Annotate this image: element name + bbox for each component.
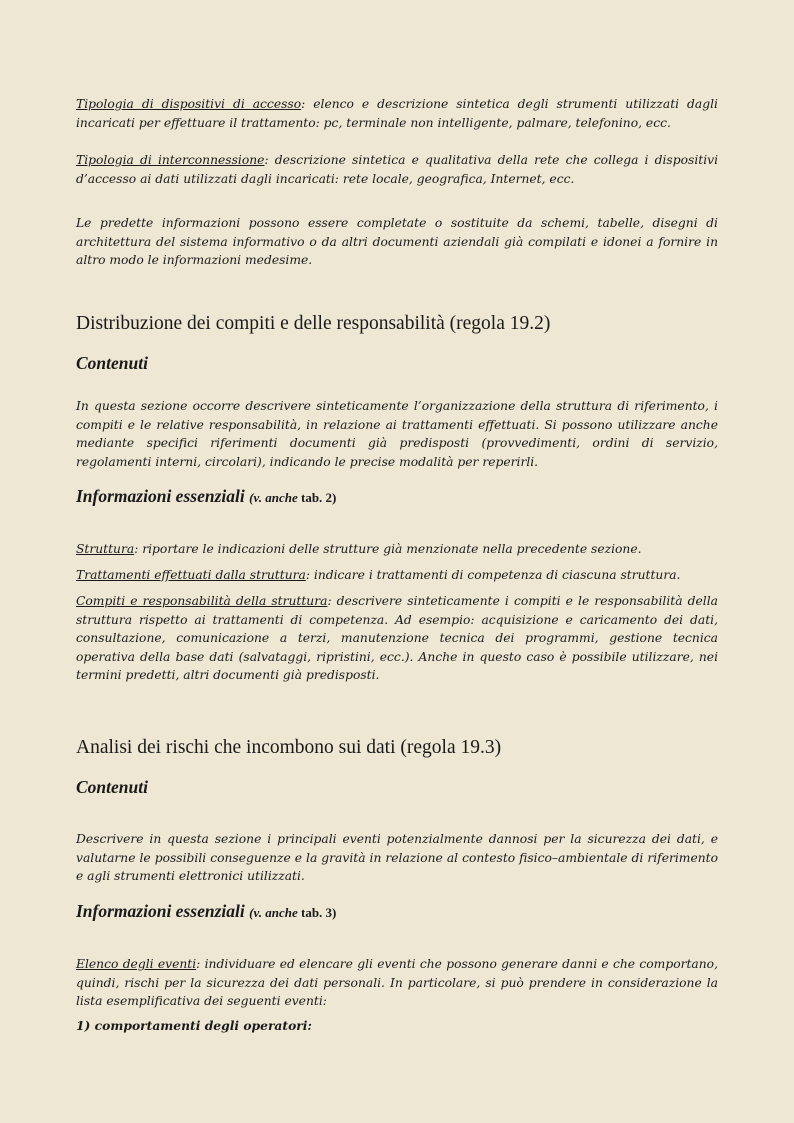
- paragraph-elenco-eventi: Elenco degli eventi: individuare ed elencare gli eventi che possono generare danni e che comportano, quindi, rischi per la sicurezza dei dati personali. In particolare, si può prendere in considerazione la lista esemplificativa dei seguenti eventi:: [76, 957, 718, 1009]
- paragraph-trattamenti-effettuati: Trattamenti effettuati dalla struttura: indicare i trattamenti di competenza di ciascuna struttura.: [76, 568, 681, 582]
- table-reference-3: (v. anche tab. 3): [249, 905, 337, 920]
- paragraph-struttura: Struttura: riportare le indicazioni delle strutture già menzionate nella precedente sezione.: [76, 542, 642, 556]
- paragraph-tipologia-interconnessione: [76, 151, 718, 188]
- paragraph-tipologia-accesso: [76, 95, 718, 132]
- heading-analisi-rischi: Analisi dei rischi che incombono sui dati (regola 19.3): [76, 737, 502, 758]
- subheading-informazioni-essenziali-distribuzione: [76, 486, 718, 507]
- subheading-contenuti-analisi: Contenuti: [76, 777, 148, 797]
- term-tipologia-accesso: Tipologia di dispositivi di accesso: [76, 97, 302, 111]
- info-title-distribuzione: Informazioni essenziali: [76, 486, 245, 506]
- text-tipologia-accesso: : elenco e descrizione sintetica degli strumenti utilizzati dagli incaricati per effettuare il trattamento: pc, terminale non intelligente, palmare, telefonino, ecc.: [76, 97, 718, 130]
- term-compiti-responsabilita: Compiti e responsabilità della struttura: [76, 594, 328, 608]
- table-reference-2: (v. anche tab. 2): [249, 490, 337, 505]
- info-title-analisi: Informazioni essenziali: [76, 901, 245, 921]
- text-tipologia-interconnessione: : descrizione sintetica e qualitativa della rete che collega i dispositivi d’accesso ai dati utilizzati dagli incaricati: rete locale, geografica, Internet, ecc.: [76, 153, 719, 186]
- term-trattamenti-effettuati: Trattamenti effettuati dalla struttura: [76, 568, 306, 582]
- paragraph-distribuzione-intro: In questa sezione occorre descrivere sinteticamente l’organizzazione della struttura di riferimento, i compiti e le relative responsabilità, in relazione ai trattamenti effettuati. Si possono utilizzare anche mediante specifici riferimenti documenti già predisposti (provvedimenti, ordini di servizio, regolamenti interni, circolari), indicando le precise modalità per reperirli.: [76, 399, 718, 469]
- paragraph-compiti-responsabilita: Compiti e responsabilità della struttura: descrivere sinteticamente i compiti e le responsabilità della struttura rispetto ai trattamenti di competenza. Ad esempio: acquisizione e caricamento dei dati, consultazione, comunicazione a terzi, manutenzione tecnica dei programmi, gestione tecnica operativa della base dati (salvataggi, ripristini, ecc.). Anche in questo caso è possibile utilizzare, nei termini predetti, altri documenti già predisposti.: [76, 594, 718, 683]
- paragraph-analisi-intro: Descrivere in questa sezione i principali eventi potenzialmente dannosi per la sicurezza dei dati, e valutarne le possibili conseguenze e la gravità in relazione al contesto fisico–ambientale di riferimento e agli strumenti elettronici utilizzati.: [76, 832, 718, 884]
- subheading-contenuti-distribuzione: Contenuti: [76, 353, 148, 373]
- list-item-comportamenti-operatori: 1) comportamenti degli operatori:: [76, 1018, 312, 1033]
- term-struttura: Struttura: [76, 542, 135, 556]
- subheading-informazioni-essenziali-analisi: [76, 901, 718, 922]
- term-tipologia-interconnessione: Tipologia di interconnessione: [76, 153, 265, 167]
- term-elenco-eventi: Elenco degli eventi: [76, 957, 197, 971]
- paragraph-predette-informazioni: Le predette informazioni possono essere completate o sostituite da schemi, tabelle, disegni di architettura del sistema informativo o da altri documenti aziendali già compilati e idonei a fornire in altro modo le informazioni medesime.: [76, 216, 718, 268]
- heading-distribuzione: Distribuzione dei compiti e delle responsabilità (regola 19.2): [76, 313, 551, 334]
